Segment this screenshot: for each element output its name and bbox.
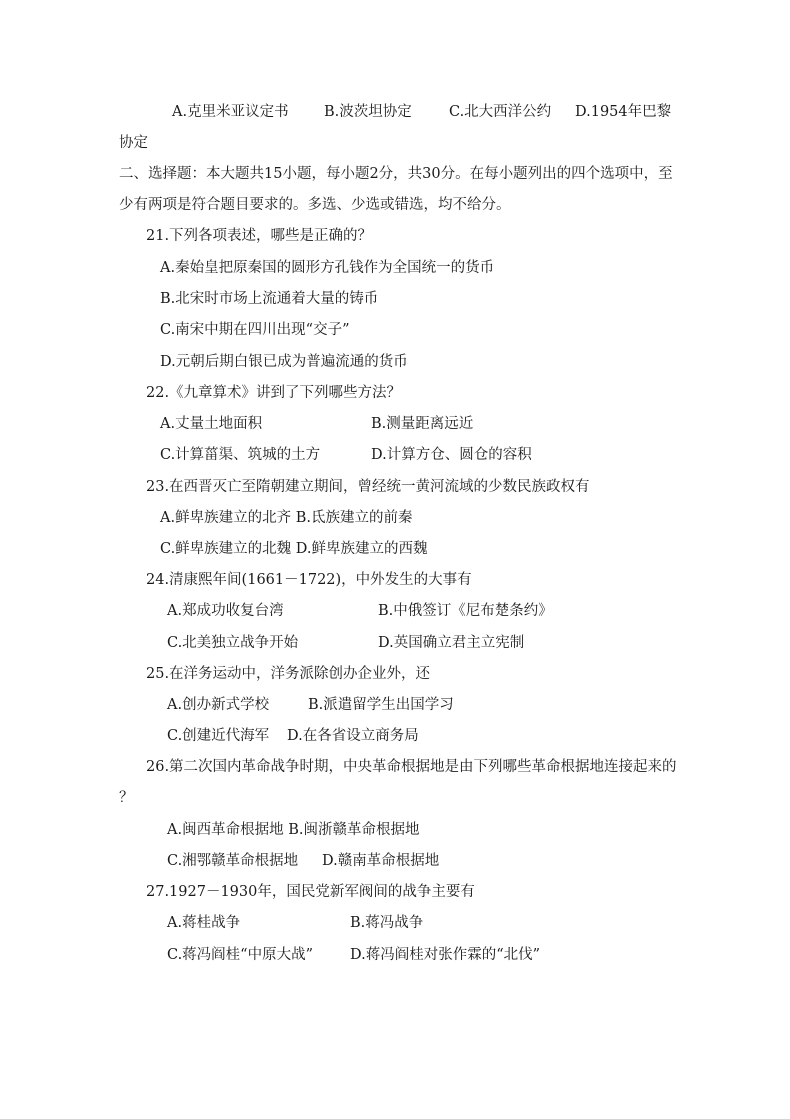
- q27-options-cd: [0, 945, 790, 965]
- q23-options-cd: C.鲜卑族建立的北魏 D.鲜卑族建立的西魏: [160, 541, 428, 557]
- q25-options-cd: [0, 726, 790, 746]
- q27-option-d: D.蒋冯阎桂对张作霖的“北伐”: [350, 947, 541, 963]
- q24-options-cd: [0, 633, 790, 653]
- q26-stem-wrap: ？: [119, 790, 134, 806]
- q21-option-c: C.南宋中期在四川出现“交子”: [160, 322, 350, 338]
- q24-option-d: D.英国确立君主立宪制: [378, 635, 525, 651]
- q24-option-a: A.郑成功收复台湾: [167, 603, 284, 619]
- q24-options-ab: [0, 601, 790, 621]
- prev-option-c: C.北大西洋公约: [449, 104, 552, 120]
- prev-option-a: A.克里米亚议定书: [172, 104, 289, 120]
- section2-instructions-line1: 二、选择题：本大题共15小题，每小题2分，共30分。在每小题列出的四个选项中，至: [119, 166, 673, 182]
- q26-options-ab: A.闽西革命根据地 B.闽浙赣革命根据地: [167, 822, 420, 838]
- q23-stem: 23.在西晋灭亡至隋朝建立期间，曾经统一黄河流域的少数民族政权有: [146, 479, 590, 495]
- q26-stem: 26.第二次国内革命战争时期，中央革命根据地是由下列哪些革命根据地连接起来的: [146, 759, 677, 775]
- q25-stem: 25.在洋务运动中，洋务派除创办企业外，还: [146, 666, 431, 682]
- q24-stem: 24.清康熙年间(1661－1722)，中外发生的大事有: [146, 572, 472, 588]
- q25-option-b: B.派遣留学生出国学习: [308, 697, 454, 713]
- q24-option-b: B.中俄签订《尼布楚条约》: [378, 603, 553, 619]
- q22-option-b: B.测量距离远近: [371, 416, 474, 432]
- q23-options-ab: A.鲜卑族建立的北齐 B.氐族建立的前秦: [160, 510, 413, 526]
- q27-options-ab: [0, 913, 790, 933]
- q22-option-d: D.计算方仓、圆仓的容积: [371, 447, 532, 463]
- q25-option-c: C.创建近代海军: [167, 728, 270, 744]
- q27-option-a: A.蒋桂战争: [167, 915, 241, 931]
- q24-option-c: C.北美独立战争开始: [167, 635, 299, 651]
- prev-options-row: [0, 102, 790, 122]
- q22-stem: 22.《九章算术》讲到了下列哪些方法？: [146, 385, 402, 401]
- q22-option-c: C.计算菑渠、筑城的土方: [160, 447, 321, 463]
- prev-option-d-wrap: 协定: [119, 135, 148, 151]
- q25-options-ab: [0, 695, 790, 715]
- q25-option-d: D.在各省设立商务局: [287, 728, 419, 744]
- q26-options-cd: [0, 851, 790, 871]
- q21-option-b: B.北宋时市场上流通着大量的铸币: [160, 291, 379, 307]
- q21-option-a: A.秦始皇把原秦国的圆形方孔钱作为全国统一的货币: [160, 260, 495, 276]
- q26-option-c: C.湘鄂赣革命根据地: [167, 853, 299, 869]
- q27-option-b: B.蒋冯战争: [350, 915, 424, 931]
- q22-option-a: A.丈量土地面积: [160, 416, 263, 432]
- q21-option-d: D.元朝后期白银已成为普遍流通的货币: [160, 354, 408, 370]
- q27-stem: 27.1927－1930年，国民党新军阀间的战争主要有: [146, 884, 475, 900]
- q27-option-c: C.蒋冯阎桂“中原大战”: [167, 947, 314, 963]
- prev-option-b: B.波茨坦协定: [324, 104, 412, 120]
- q25-option-a: A.创办新式学校: [167, 697, 270, 713]
- q21-stem: 21.下列各项表述，哪些是正确的？: [146, 228, 373, 244]
- q22-options-cd: [0, 445, 790, 465]
- q22-options-ab: [0, 414, 790, 434]
- q26-option-d: D.赣南革命根据地: [322, 853, 440, 869]
- prev-option-d: D.1954年巴黎: [575, 104, 672, 120]
- section2-instructions-line2: 少有两项是符合题目要求的。多选、少选或错选，均不给分。: [119, 197, 511, 213]
